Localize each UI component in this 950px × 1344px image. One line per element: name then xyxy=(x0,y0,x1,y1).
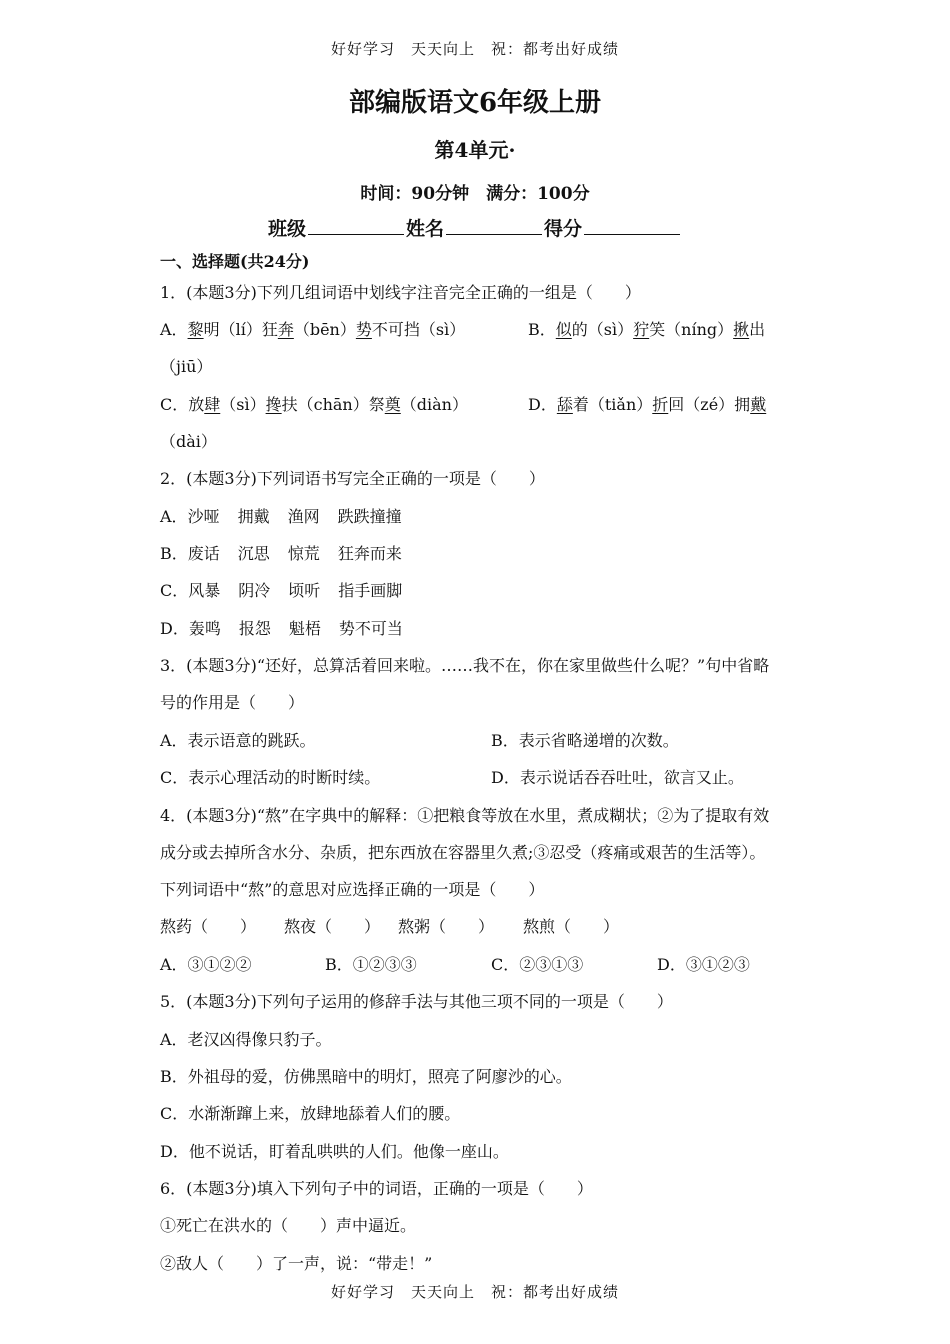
name-blank[interactable] xyxy=(446,216,542,235)
name-label: 姓名 xyxy=(405,218,444,240)
q4-option-b: B．①②③③ xyxy=(325,955,417,974)
q4-option-d: D．③①②③ xyxy=(657,955,750,974)
q6-sentence-1: ①死亡在洪水的（ ）声中逼近。 xyxy=(160,1216,417,1235)
q4-stem-line2: 成分或去掉所含水分、杂质，把东西放在容器里久煮;③忍受（疼痛或艰苦的生活等）。 xyxy=(160,843,766,862)
q1-option-b-continued: （jiū） xyxy=(160,357,213,376)
q4-stem-line1: 4．(本题3分)“熬”在字典中的解释：①把粮食等放在水里，煮成糊状；②为了提取有效 xyxy=(160,806,770,825)
page-title: 部编版语文6年级上册 xyxy=(348,88,602,118)
q1-option-d-continued: （dài） xyxy=(160,432,217,451)
q4-stem-line3: 下列词语中“熬”的意思对应选择正确的一项是（ ） xyxy=(160,880,545,899)
q2-option-c: C．风暴 阴冷 顷听 指手画脚 xyxy=(160,581,403,600)
q4-word-1: 熬药（ ） xyxy=(160,917,257,936)
unit-subtitle: 第4单元· xyxy=(434,138,516,162)
q4-option-a: A．③①②② xyxy=(160,955,252,974)
q6-sentence-2: ②敌人（ ）了一声，说：“带走！” xyxy=(160,1254,433,1273)
q3-option-c: C．表示心理活动的时断时续。 xyxy=(160,768,381,787)
q5-option-c: C．水渐渐蹿上来，放肆地舔着人们的腰。 xyxy=(160,1104,461,1123)
q3-option-a: A．表示语意的跳跃。 xyxy=(160,731,316,750)
page-footer: 好好学习 天天向上 祝：都考出好成绩 xyxy=(330,1283,619,1301)
class-blank[interactable] xyxy=(308,216,404,235)
q2-stem: 2．(本题3分)下列词语书写完全正确的一项是（ ） xyxy=(160,469,545,488)
q5-option-b: B．外祖母的爱，仿佛黑暗中的明灯，照亮了阿廖沙的心。 xyxy=(160,1067,572,1086)
section-heading: 一、选择题(共24分) xyxy=(160,252,310,271)
q4-word-2: 熬夜（ ） xyxy=(284,917,381,936)
q5-option-d: D．他不说话，盯着乱哄哄的人们。他像一座山。 xyxy=(160,1142,509,1161)
q1-option-a: A．黎明（lí）狂奔（bēn）势不可挡（sì） xyxy=(160,320,466,339)
q5-stem: 5．(本题3分)下列句子运用的修辞手法与其他三项不同的一项是（ ） xyxy=(160,992,673,1011)
q1-option-c: C．放肆（sì）搀扶（chān）祭奠（diàn） xyxy=(160,395,468,414)
time-score-line: 时间：90分钟 满分：100分 xyxy=(360,184,590,204)
q1-stem: 1．(本题3分)下列几组词语中划线字注音完全正确的一组是（ ） xyxy=(160,283,641,302)
q6-stem: 6．(本题3分)填入下列句子中的词语，正确的一项是（ ） xyxy=(160,1179,593,1198)
page-header: 好好学习 天天向上 祝：都考出好成绩 xyxy=(330,40,619,58)
q4-option-c: C．②③①③ xyxy=(491,955,584,974)
student-info-line xyxy=(0,214,950,241)
q2-option-d: D．轰鸣 报怨 魁梧 势不可当 xyxy=(160,619,403,638)
q3-option-b: B．表示省略递增的次数。 xyxy=(491,731,679,750)
q4-word-4: 熬煎（ ） xyxy=(523,917,620,936)
q4-word-3: 熬粥（ ） xyxy=(398,917,495,936)
score-label: 得分 xyxy=(544,218,583,240)
class-label: 班级 xyxy=(267,218,306,240)
q1-option-b: B．似的（sì）狞笑（níng）揪出 xyxy=(528,320,766,339)
q2-option-a: A．沙哑 拥戴 渔网 跌跌撞撞 xyxy=(160,507,402,526)
q3-stem-line1: 3．(本题3分)“还好，总算活着回来啦。……我不在，你在家里做些什么呢？”句中省略 xyxy=(160,656,770,675)
q3-stem-line2: 号的作用是（ ） xyxy=(160,693,305,712)
q1-option-d: D．舔着（tiǎn）折回（zé）拥戴 xyxy=(528,395,767,414)
score-blank[interactable] xyxy=(584,216,680,235)
q5-option-a: A．老汉凶得像只豹子。 xyxy=(160,1030,332,1049)
q3-option-d: D．表示说话吞吞吐吐，欲言又止。 xyxy=(491,768,744,787)
q2-option-b: B．废话 沉思 惊荒 狂奔而来 xyxy=(160,544,402,563)
